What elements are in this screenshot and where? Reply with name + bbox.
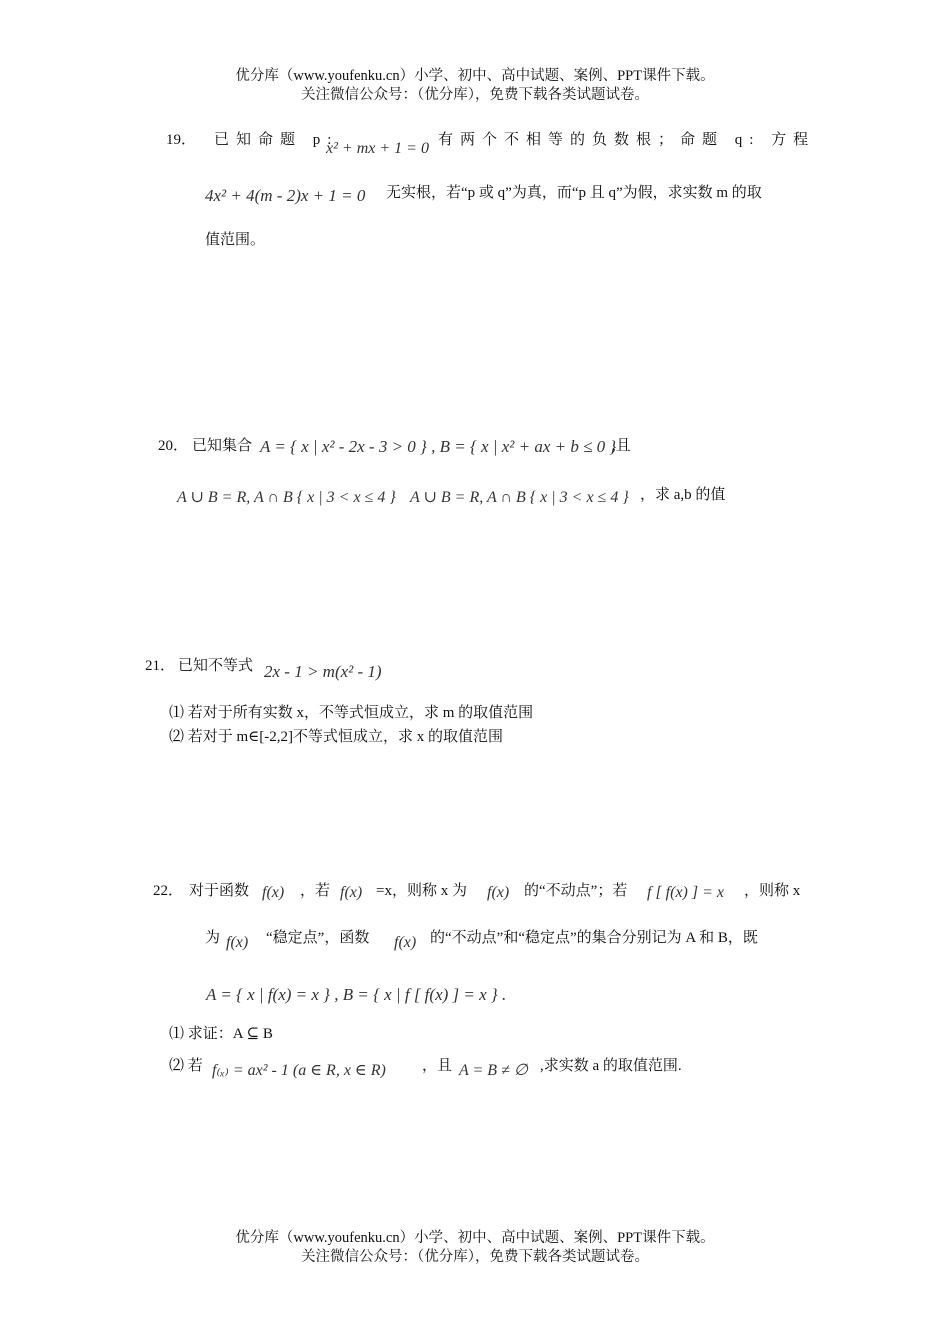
question-text: 值范围。 [205, 232, 266, 248]
math-set-definitions: A = { x | f(x) = x } , B = { x | f [ f(x) ] = x } . [206, 985, 507, 1004]
page-footer-line1: 优分库（www.youfenku.cn）小学、初中、高中试题、案例、PPT课件下载。 [235, 1230, 715, 1246]
math-condition: A ∪ B = R, A ∩ B { x | 3 < x ≤ 4 } [177, 489, 396, 506]
question-number: 19． [166, 132, 197, 148]
question-text: 无实根，若“p 或 q”为真，而“p 且 q”为假，求实数 m 的取 [386, 185, 762, 201]
question-text: “稳定点”，函数 [266, 930, 370, 946]
question-number: 20． [158, 438, 189, 454]
question-text: 有两个不相等的负数根；命题 q: 方程 [438, 132, 816, 148]
math-inequality: 2x - 1 > m(x² - 1) [264, 662, 382, 681]
question-number: 22． [153, 883, 184, 899]
math-set-definition: A = { x | x² - 2x - 3 > 0 } , B = { x | x² + ax + b ≤ 0 } [260, 437, 617, 456]
math-function-definition: f₍ₓ₎ = ax² - 1 (a ∈ R, x ∈ R) [212, 1062, 386, 1079]
question-number: 21． [145, 658, 176, 674]
question-text: ，且 [422, 1058, 453, 1074]
subquestion-1: ⑴ 若对于所有实数 x，不等式恒成立，求 m 的取值范围 [169, 705, 534, 721]
subquestion-2-label: ⑵ 若 [169, 1058, 203, 1074]
math-fx: f(x) [487, 884, 510, 901]
math-fx: f(x) [340, 884, 363, 901]
question-text: ，若 [300, 883, 331, 899]
math-condition: A = B ≠ ∅ [459, 1062, 528, 1079]
math-condition: A ∪ B = R, A ∩ B { x | 3 < x ≤ 4 } [410, 489, 629, 506]
subquestion-1: ⑴ 求证：A ⊆ B [169, 1026, 273, 1042]
math-fx: f(x) [394, 934, 417, 951]
question-text: 已知集合 [192, 438, 253, 454]
question-text: 的“不动点”；若 [524, 883, 628, 899]
question-text: ,求实数 a 的取值范围. [540, 1058, 682, 1074]
page-header-line2: 关注微信公众号：（优分库），免费下载各类试题试卷。 [301, 87, 649, 103]
question-text: ,且 [612, 438, 631, 454]
question-text: ，求 a,b 的值 [640, 487, 726, 503]
question-text: 已知命题 p: [214, 132, 339, 148]
question-text: =x，则称 x 为 [376, 883, 467, 899]
question-text: 为 [205, 930, 221, 946]
math-fx: f(x) [226, 934, 249, 951]
page-footer-line2: 关注微信公众号：（优分库），免费下载各类试题试卷。 [301, 1249, 649, 1265]
question-text: 对于函数 [189, 883, 250, 899]
question-text: ，则称 x [744, 883, 801, 899]
math-fx: f(x) [262, 884, 285, 901]
subquestion-2: ⑵ 若对于 m∈[-2,2]不等式恒成立，求 x 的取值范围 [169, 729, 504, 745]
math-formula-p: x² + mx + 1 = 0 [326, 140, 429, 157]
math-ffx: f [ f(x) ] = x [647, 884, 724, 901]
math-formula-q: 4x² + 4(m - 2)x + 1 = 0 [205, 186, 366, 205]
question-text: 的“不动点”和“稳定点”的集合分别记为 A 和 B，既 [430, 930, 758, 946]
question-text: 已知不等式 [178, 658, 254, 674]
page-header-line1: 优分库（www.youfenku.cn）小学、初中、高中试题、案例、PPT课件下载。 [235, 68, 715, 84]
